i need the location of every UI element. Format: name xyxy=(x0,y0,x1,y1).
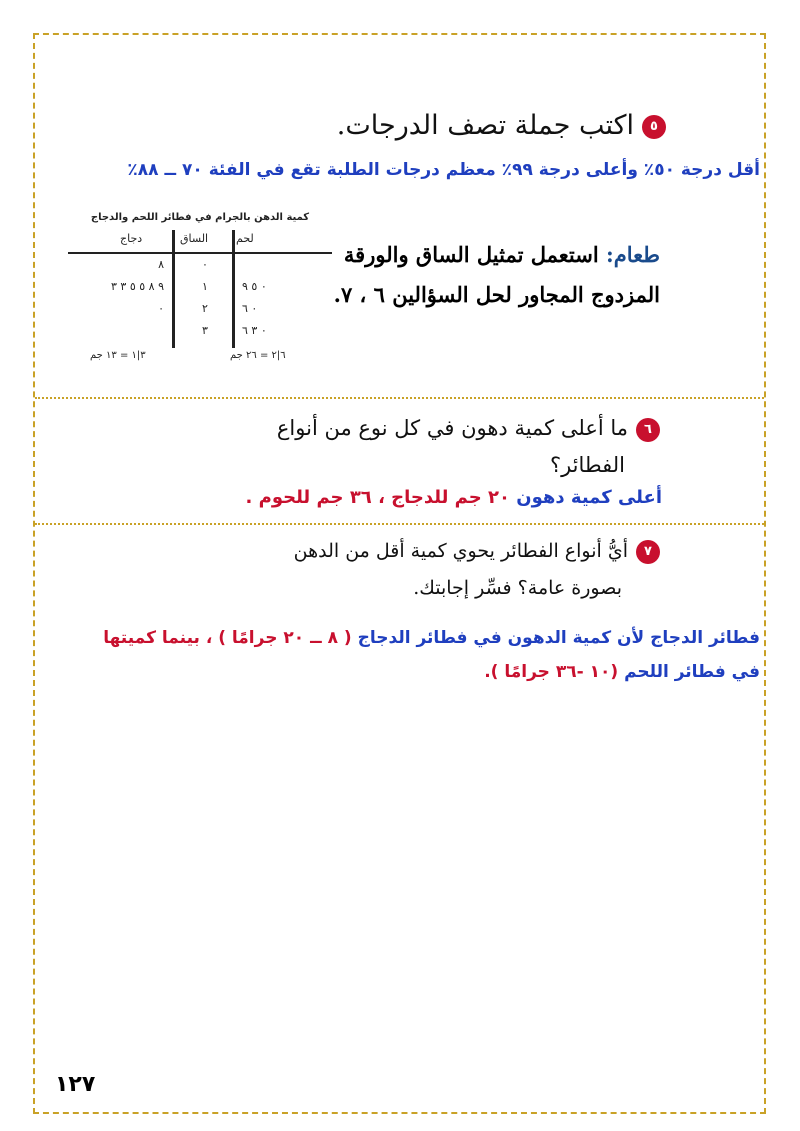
meat-leaves: ٠ ٣ ٦ xyxy=(242,324,267,337)
chicken-leaves: ٨ xyxy=(158,258,164,271)
stem-leaf-plot xyxy=(60,212,340,372)
stem-value: ٠ xyxy=(202,258,208,271)
answer-line2-part2: (١٠ -٣٦ جرامًا ). xyxy=(484,662,619,682)
answer-q6 xyxy=(246,487,662,508)
plot-top-rule xyxy=(68,252,332,254)
answer-line2-part1: في فطائر اللحم xyxy=(624,662,760,682)
chicken-leaves: ٩ ٨ ٥ ٥ ٣ ٣ xyxy=(110,280,164,293)
stem-value: ٣ xyxy=(202,324,208,337)
chicken-leaves: ٠ xyxy=(158,302,164,315)
question-6 xyxy=(277,416,660,442)
answer-part1: أعلى كمية دهون xyxy=(516,487,662,508)
question-text: ما أعلى كمية دهون في كل نوع من أنواع xyxy=(276,416,628,440)
answer-q7-line1 xyxy=(103,628,760,648)
page-number: ١٢٧ xyxy=(55,1072,96,1097)
answer-part2: ٢٠ جم للدجاج ، ٣٦ جم للحوم . xyxy=(245,487,510,508)
answer-part2: ( ٨ ــ ٢٠ جرامًا ) ، بينما كميتها xyxy=(103,628,352,648)
plot-title: كمية الدهن بالجرام في فطائر اللحم والدجاج xyxy=(90,212,310,223)
header-meat: لحم xyxy=(236,232,254,245)
stem-value: ٢ xyxy=(202,302,208,315)
question-6-line2: الفطائر؟ xyxy=(549,453,625,477)
page-frame xyxy=(33,33,766,1114)
meat-leaves: ٠ ٦ xyxy=(242,302,258,315)
food-line1: استعمل تمثيل الساق والورقة xyxy=(343,242,599,267)
food-label: طعام: xyxy=(606,242,660,267)
key-meat: ٦|٢ = ٢٦ جم xyxy=(230,350,286,361)
question-number-badge: ٧ xyxy=(636,540,660,564)
header-chicken: دجاج xyxy=(120,232,143,245)
header-stem: الساق xyxy=(180,232,209,245)
meat-leaves: ٠ ٥ ٩ xyxy=(242,280,267,293)
section-divider xyxy=(35,523,764,525)
question-text: أيُّ أنواع الفطائر يحوي كمية أقل من الدهن xyxy=(293,540,628,562)
key-chicken: ٣|١ = ١٣ جم xyxy=(90,350,146,361)
answer-q7-line2 xyxy=(484,662,760,682)
question-5 xyxy=(337,110,666,141)
food-instructions-line2: المزدوج المجاور لحل السؤالين ٦ ، ٧. xyxy=(333,282,660,307)
plot-left-bar xyxy=(172,230,175,348)
answer-q5: أقل درجة ٥٠٪ وأعلى درجة ٩٩٪ معظم درجات الطلبة تقع في الفئة ٧٠ ــ ٨٨٪ xyxy=(127,160,760,180)
question-7-line2: بصورة عامة؟ فسِّر إجابتك. xyxy=(413,577,622,599)
question-number-badge: ٥ xyxy=(642,115,666,139)
section-divider xyxy=(35,397,764,399)
question-number-badge: ٦ xyxy=(636,418,660,442)
plot-right-bar xyxy=(232,230,235,348)
stem-value: ١ xyxy=(202,280,208,293)
food-instructions xyxy=(344,242,660,267)
answer-part1: فطائر الدجاج لأن كمية الدهون في فطائر الدجاج xyxy=(357,628,760,648)
question-text: اكتب جملة تصف الدرجات. xyxy=(336,110,634,141)
question-7 xyxy=(294,540,660,564)
